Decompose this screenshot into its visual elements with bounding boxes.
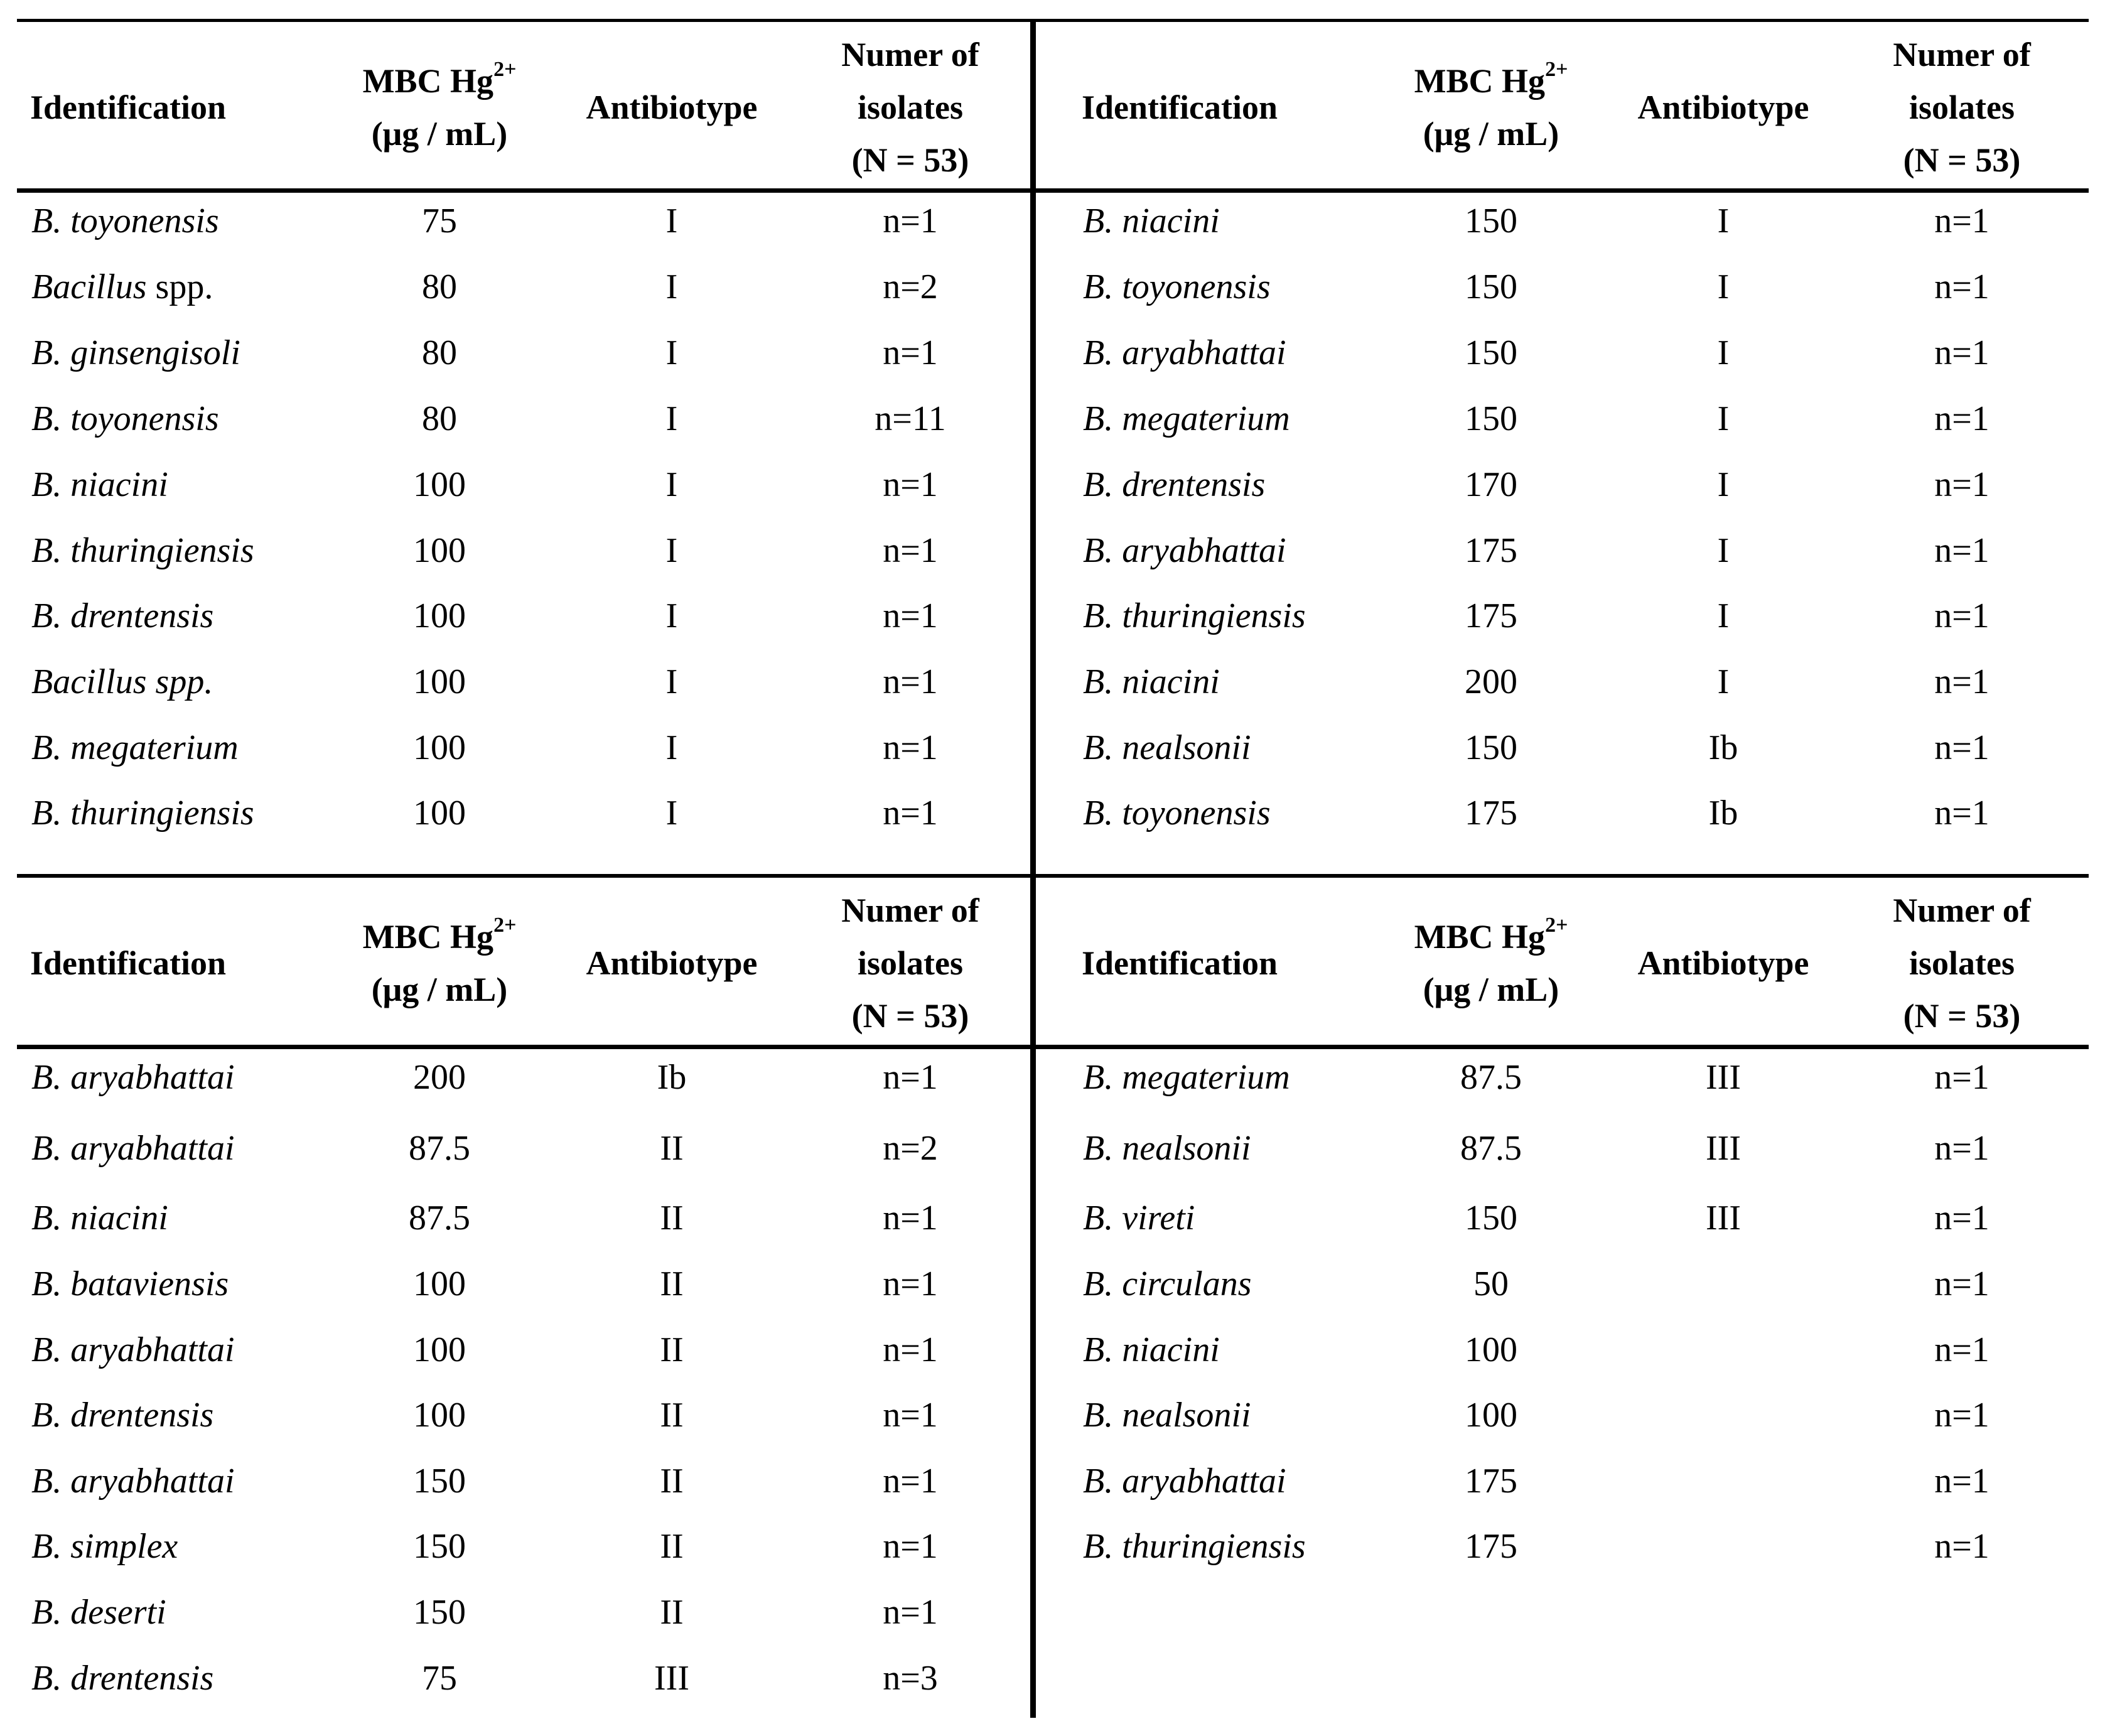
cell-number-of-isolates: n=1 [883, 1264, 938, 1303]
species-name: drentensis [70, 1396, 214, 1435]
cell-mbc: 100 [413, 1330, 466, 1369]
genus-name: B. [1083, 1527, 1114, 1566]
cell-mbc: 150 [1465, 333, 1517, 372]
cell-identification [31, 1262, 229, 1306]
cell-identification [1083, 1055, 1290, 1099]
genus-name: B. [1083, 399, 1114, 438]
species-name: thuringiensis [70, 794, 254, 833]
header-mbc-line1 [1414, 910, 1568, 963]
header-rule-top-section [17, 188, 2089, 193]
cell-number-of-isolates: n=1 [883, 531, 938, 570]
species-name: ginsengisoli [70, 333, 240, 372]
header-identification-label: Identification [30, 944, 227, 982]
header-number-line1: Numer of [1893, 36, 2031, 73]
cell-identification [1083, 1262, 1252, 1306]
header-antibiotype [586, 937, 757, 989]
species-name: thuringiensis [70, 531, 254, 570]
cell-identification [1083, 1524, 1306, 1568]
header-number-line2: isolates [1909, 89, 2015, 126]
cell-identification [31, 726, 239, 770]
header-antibiotype [1637, 81, 1809, 134]
cell-identification [31, 199, 219, 243]
cell-number-of-isolates: n=1 [883, 333, 938, 372]
cell-number-of-isolates: n=1 [883, 1330, 938, 1369]
cell-mbc: 100 [413, 531, 466, 570]
species-name: megaterium [1122, 399, 1290, 438]
cell-mbc: 170 [1465, 465, 1517, 504]
header-antibiotype [586, 81, 757, 134]
cell-antibiotype: I [665, 399, 678, 438]
cell-mbc: 87.5 [409, 1199, 470, 1237]
genus-name: B. [1083, 662, 1114, 701]
header-number-of-isolates [1893, 884, 2030, 1042]
species-name: aryabhattai [1122, 333, 1286, 372]
cell-identification [1083, 791, 1271, 835]
header-number-line1: Numer of [841, 36, 979, 73]
header-antibiotype-label: Antibiotype [586, 89, 758, 126]
genus-name: B. [31, 728, 62, 767]
species-name: nealsonii [1122, 728, 1251, 767]
cell-identification [31, 529, 254, 573]
genus-name: B. [31, 531, 62, 570]
genus-name: B. [1083, 596, 1114, 635]
cell-mbc: 150 [1465, 1199, 1517, 1237]
cell-antibiotype: II [660, 1396, 684, 1435]
cell-antibiotype: I [1717, 465, 1730, 504]
cell-identification [31, 1590, 166, 1634]
header-identification [1082, 81, 1278, 134]
header-mbc-superscript: 2+ [1545, 58, 1568, 81]
species-name: toyonensis [70, 202, 219, 240]
cell-identification [31, 397, 219, 441]
cell-antibiotype: II [660, 1462, 684, 1501]
species-name: thuringiensis [1122, 1527, 1306, 1566]
cell-antibiotype: I [665, 465, 678, 504]
header-mbc-unit: (μg / mL) [371, 115, 508, 153]
cell-antibiotype: Ib [657, 1058, 687, 1097]
header-mbc [1414, 55, 1568, 160]
cell-identification [1083, 397, 1290, 441]
species-name: drentensis [1122, 465, 1266, 504]
species-name: drentensis [70, 596, 214, 635]
cell-antibiotype: I [665, 794, 678, 833]
cell-mbc: 200 [1465, 662, 1517, 701]
cell-number-of-isolates: n=3 [883, 1659, 938, 1698]
cell-number-of-isolates: n=1 [1934, 465, 1989, 504]
header-number-line2: isolates [1909, 944, 2015, 982]
genus-name: Bacillus [31, 662, 147, 701]
header-mbc-unit: (μg / mL) [371, 971, 508, 1008]
cell-number-of-isolates: n=1 [883, 1462, 938, 1501]
genus-name: B. [31, 399, 62, 438]
genus-name: B. [1083, 267, 1114, 306]
cell-antibiotype: I [1717, 267, 1730, 306]
genus-name: B. [31, 1462, 62, 1501]
cell-antibiotype: III [1706, 1129, 1741, 1168]
genus-name: B. [31, 1659, 62, 1698]
header-number-of-isolates [1893, 28, 2030, 186]
cell-mbc: 150 [413, 1462, 466, 1501]
header-mbc-line2 [1414, 963, 1568, 1016]
genus-name: B. [1083, 465, 1114, 504]
cell-number-of-isolates: n=1 [883, 1396, 938, 1435]
header-number-line1: Numer of [841, 892, 979, 929]
species-name: toyonensis [1122, 794, 1271, 833]
header-mbc-line2 [363, 107, 517, 160]
header-number-line3: (N = 53) [851, 141, 969, 179]
cell-antibiotype: III [1706, 1199, 1741, 1237]
header-mbc-superscript: 2+ [1545, 914, 1568, 937]
genus-name: B. [1083, 1129, 1114, 1168]
genus-name: Bacillus [31, 267, 147, 306]
species-name: thuringiensis [1122, 596, 1306, 635]
species-name: vireti [1122, 1199, 1195, 1237]
species-name: aryabhattai [70, 1330, 235, 1369]
species-name: megaterium [1122, 1058, 1290, 1097]
cell-antibiotype: III [654, 1659, 689, 1698]
cell-identification [31, 594, 213, 638]
species-name: toyonensis [70, 399, 219, 438]
cell-number-of-isolates: n=1 [1934, 1199, 1989, 1237]
cell-number-of-isolates: n=1 [1934, 531, 1989, 570]
cell-number-of-isolates: n=1 [883, 465, 938, 504]
genus-name: B. [1083, 794, 1114, 833]
genus-name: B. [31, 333, 62, 372]
header-identification [30, 81, 226, 134]
cell-antibiotype: II [660, 1330, 684, 1369]
species-name: circulans [1122, 1264, 1252, 1303]
header-mbc-unit: (μg / mL) [1423, 115, 1559, 153]
header-identification [30, 937, 226, 989]
header-number-of-isolates [841, 884, 979, 1042]
cell-antibiotype: II [660, 1129, 684, 1168]
cell-antibiotype: II [660, 1527, 684, 1566]
cell-antibiotype: I [665, 267, 678, 306]
cell-mbc: 80 [422, 333, 457, 372]
genus-name: B. [31, 1264, 62, 1303]
cell-antibiotype: I [1717, 202, 1730, 240]
cell-identification [1083, 199, 1220, 243]
cell-mbc: 100 [413, 662, 466, 701]
header-mbc-text: MBC Hg [1414, 62, 1546, 100]
header-number-of-isolates [841, 28, 979, 186]
cell-antibiotype: II [660, 1264, 684, 1303]
cell-identification [31, 1055, 235, 1099]
species-name: megaterium [70, 728, 239, 767]
header-mbc-text: MBC Hg [362, 62, 494, 100]
cell-number-of-isolates: n=1 [883, 596, 938, 635]
header-mbc-line2 [363, 963, 517, 1016]
cell-mbc: 175 [1465, 794, 1517, 833]
genus-name: B. [31, 1058, 62, 1097]
genus-name: B. [1083, 202, 1114, 240]
cell-number-of-isolates: n=2 [883, 267, 938, 306]
cell-number-of-isolates: n=1 [883, 1593, 938, 1632]
genus-name: B. [31, 1527, 62, 1566]
species-name: nealsonii [1122, 1396, 1251, 1435]
cell-identification [31, 1656, 213, 1700]
cell-number-of-isolates: n=1 [1934, 1058, 1989, 1097]
cell-identification [1083, 1328, 1220, 1372]
genus-name: B. [31, 202, 62, 240]
cell-number-of-isolates: n=1 [1934, 399, 1989, 438]
cell-mbc: 100 [413, 794, 466, 833]
header-mbc-text: MBC Hg [1414, 918, 1546, 956]
cell-number-of-isolates: n=1 [883, 662, 938, 701]
cell-antibiotype: I [665, 662, 678, 701]
cell-mbc: 175 [1465, 1527, 1517, 1566]
genus-name: B. [1083, 1330, 1114, 1369]
cell-number-of-isolates: n=1 [883, 1058, 938, 1097]
cell-number-of-isolates: n=1 [1934, 1396, 1989, 1435]
cell-identification [1083, 331, 1286, 375]
cell-identification [31, 1524, 178, 1568]
cell-number-of-isolates: n=1 [1934, 596, 1989, 635]
cell-antibiotype: I [1717, 662, 1730, 701]
genus-name: B. [31, 596, 62, 635]
genus-name: B. [1083, 531, 1114, 570]
cell-identification [1083, 726, 1251, 770]
cell-antibiotype: I [1717, 399, 1730, 438]
species-name: aryabhattai [70, 1129, 235, 1168]
cell-identification [1083, 1196, 1195, 1240]
middle-rule [17, 874, 2089, 878]
cell-mbc: 50 [1473, 1264, 1509, 1303]
species-name: simplex [70, 1527, 178, 1566]
cell-number-of-isolates: n=1 [1934, 267, 1989, 306]
cell-identification [31, 1126, 235, 1170]
header-mbc [363, 55, 517, 160]
cell-antibiotype: I [665, 596, 678, 635]
header-mbc-line1 [363, 55, 517, 107]
cell-mbc: 75 [422, 1659, 457, 1698]
header-mbc-line2 [1414, 107, 1568, 160]
cell-identification [1083, 1459, 1286, 1503]
cell-number-of-isolates: n=1 [1934, 1129, 1989, 1168]
cell-identification [1083, 594, 1306, 638]
cell-identification [1083, 660, 1220, 704]
genus-name: B. [31, 794, 62, 833]
cell-mbc: 100 [413, 728, 466, 767]
cell-antibiotype: I [665, 531, 678, 570]
header-mbc-unit: (μg / mL) [1423, 971, 1559, 1008]
cell-number-of-isolates: n=2 [883, 1129, 938, 1168]
cell-antibiotype: I [665, 728, 678, 767]
top-rule [17, 19, 2089, 22]
species-name: toyonensis [1122, 267, 1271, 306]
cell-mbc: 100 [1465, 1330, 1517, 1369]
cell-mbc: 150 [1465, 202, 1517, 240]
cell-identification [31, 791, 254, 835]
header-mbc-line1 [363, 910, 517, 963]
cell-antibiotype: III [1706, 1058, 1741, 1097]
cell-number-of-isolates: n=1 [1934, 794, 1989, 833]
header-antibiotype [1637, 937, 1809, 989]
cell-mbc: 100 [413, 1396, 466, 1435]
cell-identification [1083, 265, 1271, 309]
cell-mbc: 150 [413, 1527, 466, 1566]
species-name: drentensis [70, 1659, 214, 1698]
cell-antibiotype: I [665, 333, 678, 372]
genus-name: B. [1083, 1199, 1114, 1237]
genus-name: B. [1083, 1396, 1114, 1435]
species-name: niacini [70, 465, 168, 504]
cell-number-of-isolates: n=1 [1934, 728, 1989, 767]
species-name: niacini [1122, 1330, 1220, 1369]
cell-antibiotype: I [1717, 333, 1730, 372]
species-name: aryabhattai [70, 1058, 235, 1097]
genus-name: B. [1083, 728, 1114, 767]
cell-mbc: 175 [1465, 596, 1517, 635]
cell-mbc: 150 [1465, 728, 1517, 767]
cell-mbc: 100 [413, 596, 466, 635]
cell-number-of-isolates: n=1 [883, 794, 938, 833]
genus-name: B. [31, 1330, 62, 1369]
species-name: bataviensis [70, 1264, 229, 1303]
cell-antibiotype: I [1717, 531, 1730, 570]
species-name: nealsonii [1122, 1129, 1251, 1168]
cell-antibiotype: II [660, 1199, 684, 1237]
cell-mbc: 80 [422, 399, 457, 438]
cell-mbc: 87.5 [1460, 1058, 1522, 1097]
cell-number-of-isolates: n=1 [883, 1527, 938, 1566]
cell-antibiotype: Ib [1708, 794, 1738, 833]
genus-name: B. [31, 465, 62, 504]
header-number-line3: (N = 53) [851, 997, 969, 1035]
cell-identification [31, 1328, 235, 1372]
genus-name: B. [31, 1593, 62, 1632]
header-rule-bottom-section [17, 1045, 2089, 1049]
species-name: spp. [155, 662, 213, 701]
cell-number-of-isolates: n=1 [1934, 1330, 1989, 1369]
header-number-line2: isolates [858, 89, 963, 126]
header-number-line2: isolates [858, 944, 963, 982]
genus-name: B. [31, 1396, 62, 1435]
header-mbc [363, 910, 517, 1016]
header-identification-label: Identification [1082, 944, 1278, 982]
cell-identification [1083, 529, 1286, 573]
cell-mbc: 100 [413, 465, 466, 504]
header-number-line3: (N = 53) [1903, 141, 2021, 179]
cell-number-of-isolates: n=11 [875, 399, 946, 438]
cell-identification [31, 265, 213, 309]
cell-identification [31, 660, 213, 704]
species-name: aryabhattai [70, 1462, 235, 1501]
cell-number-of-isolates: n=1 [883, 202, 938, 240]
header-mbc-text: MBC Hg [362, 918, 494, 956]
cell-number-of-isolates: n=1 [1934, 1264, 1989, 1303]
species-name: niacini [1122, 202, 1220, 240]
cell-identification [31, 1393, 213, 1437]
cell-mbc: 87.5 [1460, 1129, 1522, 1168]
genus-name: B. [1083, 1462, 1114, 1501]
species-name: aryabhattai [1122, 531, 1286, 570]
cell-antibiotype: Ib [1708, 728, 1738, 767]
header-identification [1082, 937, 1278, 989]
header-mbc-superscript: 2+ [493, 914, 517, 937]
genus-name: B. [1083, 1058, 1114, 1097]
cell-mbc: 100 [413, 1264, 466, 1303]
header-antibiotype-label: Antibiotype [1637, 944, 1809, 982]
cell-mbc: 87.5 [409, 1129, 470, 1168]
cell-identification [1083, 1393, 1251, 1437]
header-identification-label: Identification [30, 89, 227, 126]
cell-mbc: 150 [1465, 399, 1517, 438]
cell-identification [31, 463, 168, 507]
genus-name: B. [1083, 1264, 1114, 1303]
cell-number-of-isolates: n=1 [883, 1199, 938, 1237]
cell-antibiotype: I [1717, 596, 1730, 635]
species-name: aryabhattai [1122, 1462, 1286, 1501]
header-mbc-superscript: 2+ [493, 58, 517, 81]
cell-number-of-isolates: n=1 [1934, 333, 1989, 372]
species-name: niacini [1122, 662, 1220, 701]
cell-number-of-isolates: n=1 [883, 728, 938, 767]
header-identification-label: Identification [1082, 89, 1278, 126]
header-antibiotype-label: Antibiotype [1637, 89, 1809, 126]
cell-number-of-isolates: n=1 [1934, 1527, 1989, 1566]
header-antibiotype-label: Antibiotype [586, 944, 758, 982]
cell-identification [31, 1459, 235, 1503]
header-number-line1: Numer of [1893, 892, 2031, 929]
cell-mbc: 150 [413, 1593, 466, 1632]
cell-identification [1083, 463, 1265, 507]
species-name: niacini [70, 1199, 168, 1237]
genus-name: B. [1083, 333, 1114, 372]
cell-mbc: 75 [422, 202, 457, 240]
cell-number-of-isolates: n=1 [1934, 202, 1989, 240]
cell-antibiotype: I [665, 202, 678, 240]
cell-mbc: 80 [422, 267, 457, 306]
genus-name: B. [31, 1199, 62, 1237]
cell-mbc: 100 [1465, 1396, 1517, 1435]
genus-name: B. [31, 1129, 62, 1168]
header-mbc-line1 [1414, 55, 1568, 107]
header-number-line3: (N = 53) [1903, 997, 2021, 1035]
cell-mbc: 175 [1465, 531, 1517, 570]
cell-identification [31, 331, 240, 375]
cell-mbc: 200 [413, 1058, 466, 1097]
cell-antibiotype: II [660, 1593, 684, 1632]
vertical-divider [1030, 20, 1036, 1718]
cell-identification [31, 1196, 168, 1240]
cell-number-of-isolates: n=1 [1934, 1462, 1989, 1501]
species-name: deserti [70, 1593, 166, 1632]
species-suffix: spp. [155, 267, 213, 306]
header-mbc [1414, 910, 1568, 1016]
cell-identification [1083, 1126, 1251, 1170]
cell-mbc: 175 [1465, 1462, 1517, 1501]
cell-mbc: 150 [1465, 267, 1517, 306]
cell-number-of-isolates: n=1 [1934, 662, 1989, 701]
